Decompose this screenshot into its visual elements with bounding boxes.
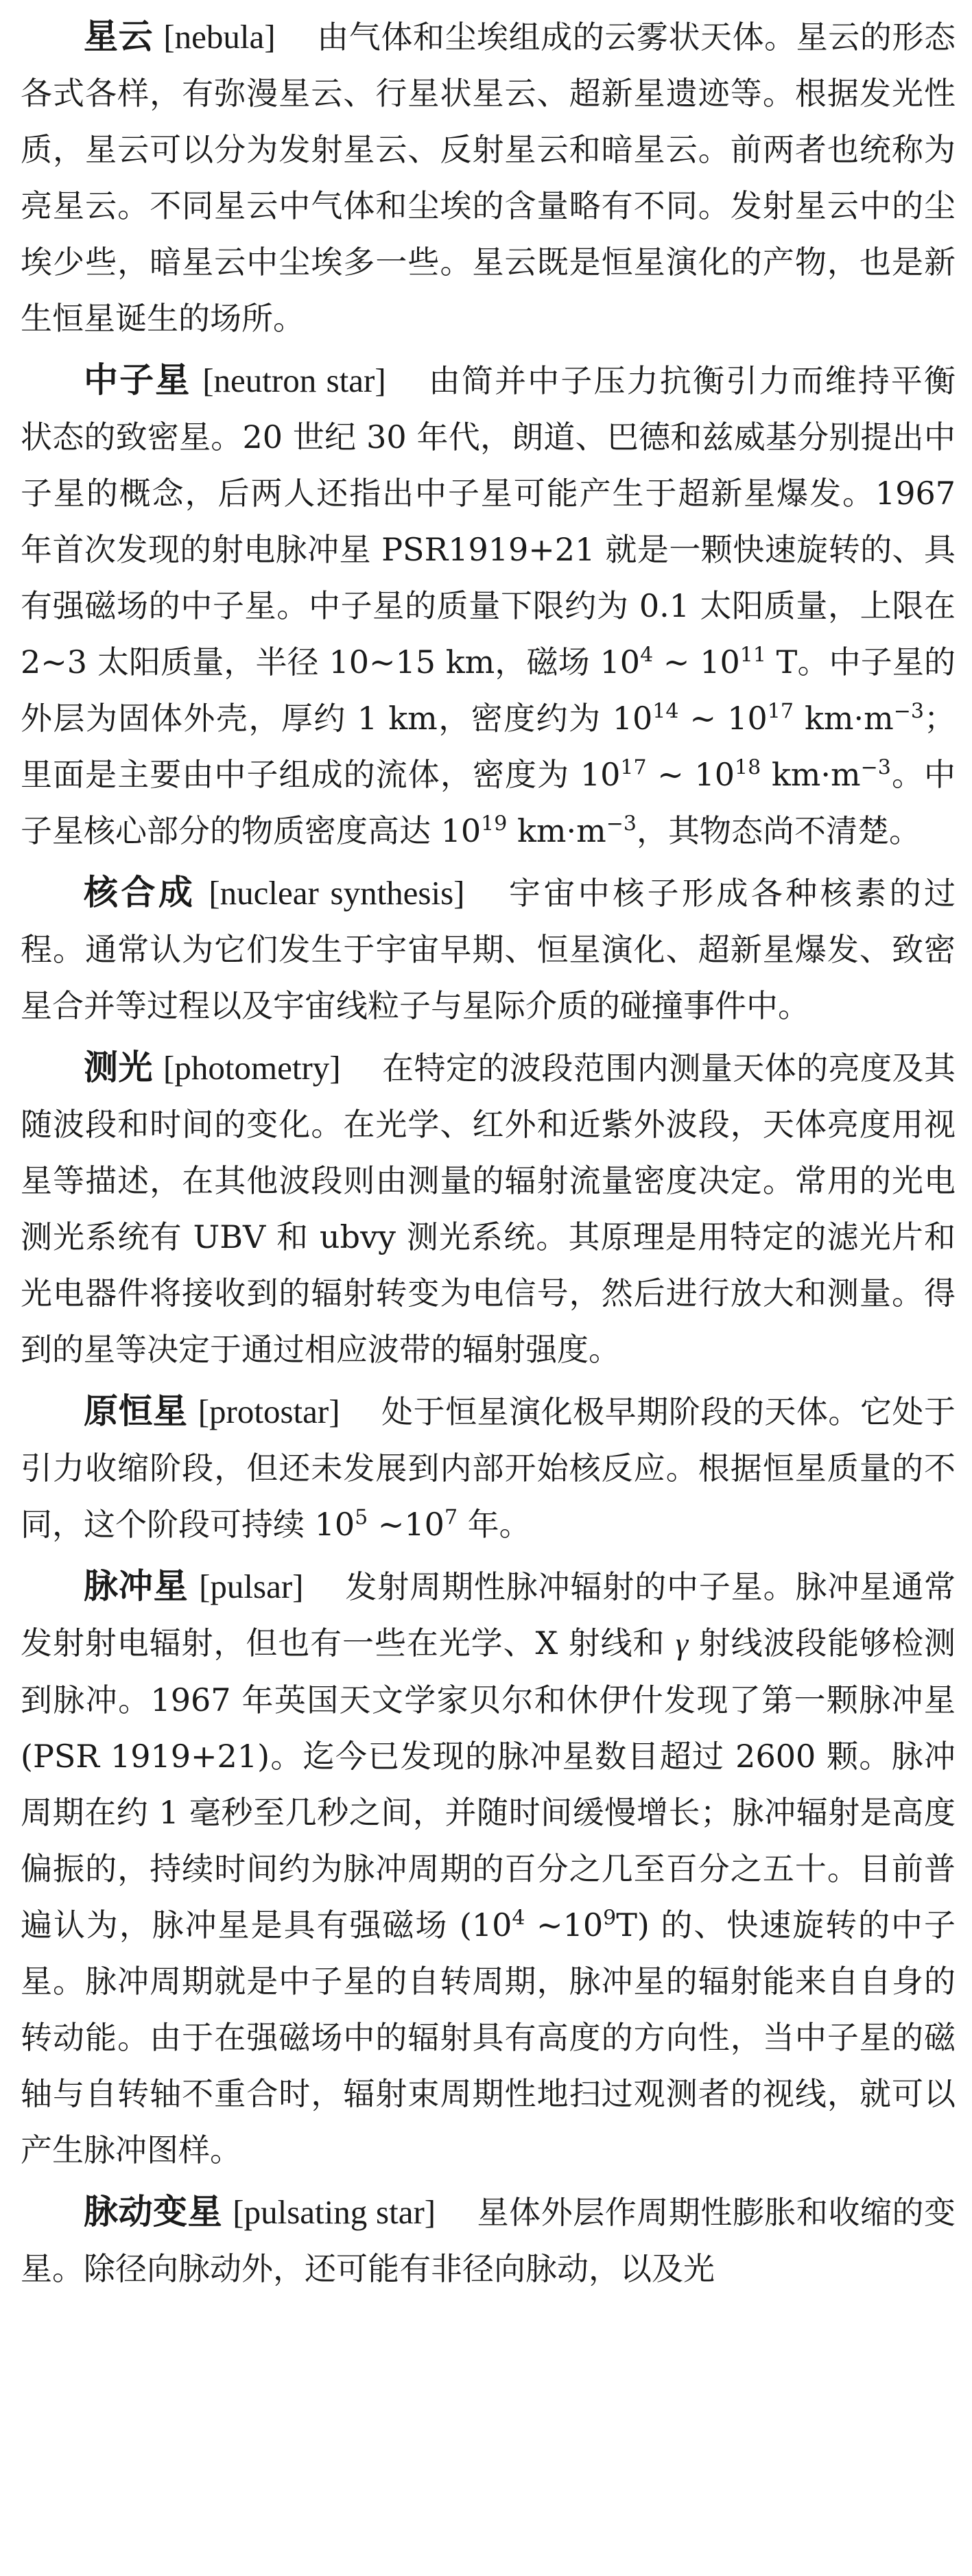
entry-definition: 射线波段能够检测到脉冲。1967 年英国天文学家贝尔和休伊什发现了第一颗脉冲星 (PSR 1919+21)。迄今已发现的脉冲星数目超过 2600 颗。脉冲周期在约 1 毫秒至几秒之间，并随时间缓慢增长；脉冲辐射是高度偏振的，持续时间约为脉冲周期的百分之几至百分之五十。目前普遍认为，脉冲星是具有强磁场 (10 [21, 1624, 956, 1943]
entry-term: 原恒星 [84, 1391, 188, 1431]
superscript: 4 [640, 643, 654, 667]
entry-term: 脉动变星 [84, 2192, 223, 2232]
entry-definition: 由简并中子压力抗衡引力而维持平衡状态的致密星。20 世纪 30 年代，朗道、巴德和兹威基分别提出中子星的概念，后两人还指出中子星可能产生于超新星爆发。1967 年首次发现的射电脉冲星 PSR1919+21 就是一颗快速旋转的、具有强磁场的中子星。中子星的质量下限约为 0.1 太阳质量，上限在 2~3 太阳质量，半径 10~15 km，磁场 10 [21, 362, 956, 681]
entry-definition: km·m [761, 756, 861, 793]
gamma-symbol: γ [676, 1626, 689, 1661]
entry-english-term: [protostar] [198, 1393, 340, 1430]
entry-term: 核合成 [84, 873, 196, 912]
superscript: 19 [481, 812, 508, 836]
entry-term: 中子星 [84, 360, 191, 400]
superscript: 9 [603, 1906, 617, 1930]
entry-definition: 宇宙中核子形成各种核素的过程。通常认为它们发生于宇宙早期、恒星演化、超新星爆发、致密星合并等过程以及宇宙线粒子与星际介质的碰撞事件中。 [21, 875, 956, 1024]
entry-definition: ；里面是主要由中子组成的流体，密度为 10 [21, 700, 956, 793]
superscript: 11 [739, 643, 766, 667]
entry-definition: ~10 [368, 1506, 444, 1543]
superscript: −3 [893, 699, 924, 724]
entry-definition: ~10 [525, 1906, 604, 1943]
entry-english-term: [nuclear synthesis] [209, 874, 465, 912]
superscript: −3 [860, 755, 891, 780]
superscript: 14 [652, 699, 679, 724]
entry-definition: 在特定的波段范围内测量天体的亮度及其随波段和时间的变化。在光学、红外和近紫外波段，天体亮度用视星等描述，在其他波段则由测量的辐射流量密度决定。常用的光电测光系统有 UBV 和 ubvy 测光系统。其原理是用特定的滤光片和光电器件将接收到的辐射转变为电信号，然后进行放大和测量。得到的星等决定于通过相应波带的辐射强度。 [21, 1050, 956, 1368]
entry-definition: 。中子星核心部分的物质密度高达 10 [21, 756, 956, 849]
superscript: 5 [355, 1505, 368, 1530]
entry-nuclear-synthesis [21, 864, 956, 1034]
superscript: −3 [606, 812, 637, 836]
entry-definition: 发射周期性脉冲辐射的中子星。脉冲星通常发射射电辐射，但也有一些在光学、X 射线和 [21, 1568, 956, 1662]
entry-definition: ~ 10 [646, 756, 735, 793]
entry-english-term: [pulsar] [199, 1568, 304, 1605]
entry-pulsar [21, 1558, 956, 2178]
entry-definition: 由气体和尘埃组成的云雾状天体。星云的形态各式各样，有弥漫星云、行星状星云、超新星遗迹等。根据发光性质，星云可以分为发射星云、反射星云和暗星云。前两者也统称为亮星云。不同星云中气体和尘埃的含量略有不同。发射星云中的尘埃少些，暗星云中尘埃多一些。星云既是恒星演化的产物，也是新生恒星诞生的场所。 [21, 19, 956, 337]
entry-english-term: [nebula] [163, 18, 276, 56]
entry-definition: 处于恒星演化极早期阶段的天体。它处于引力收缩阶段，但还未发展到内部开始核反应。根据恒星质量的不同，这个阶段可持续 10 [21, 1393, 956, 1543]
entry-english-term: [neutron star] [202, 362, 386, 399]
entry-english-term: [pulsating star] [233, 2193, 436, 2231]
superscript: 7 [444, 1505, 458, 1530]
entry-definition: ~ 10 [653, 643, 740, 681]
entry-definition: ，其物态尚不清楚。 [636, 812, 921, 849]
entry-pulsating-star [21, 2184, 956, 2297]
superscript: 18 [735, 755, 761, 780]
entry-protostar [21, 1383, 956, 1552]
entry-definition: 年。 [458, 1506, 531, 1543]
entry-nebula [21, 8, 956, 346]
entry-term: 脉冲星 [84, 1566, 189, 1606]
entry-definition: km·m [793, 700, 894, 737]
entry-english-term: [photometry] [163, 1049, 341, 1087]
entry-term: 测光 [84, 1048, 153, 1087]
entry-neutron-star [21, 352, 956, 859]
entry-definition: km·m [507, 812, 606, 849]
entry-definition: 星体外层作周期性膨胀和收缩的变星。除径向脉动外，还可能有非径向脉动，以及光 [21, 2194, 956, 2287]
superscript: 4 [512, 1906, 525, 1930]
document-page [21, 8, 956, 2302]
entry-photometry [21, 1039, 956, 1378]
entry-definition: ~ 10 [678, 700, 768, 737]
superscript: 17 [767, 699, 794, 724]
entry-definition: T) 的、快速旋转的中子星。脉冲周期就是中子星的自转周期，脉冲星的辐射能来自自身的转动能。由于在强磁场中的辐射具有高度的方向性，当中子星的磁轴与自转轴不重合时，辐射束周期性地扫过观测者的视线，就可以产生脉冲图样。 [21, 1906, 956, 2169]
superscript: 17 [620, 755, 647, 780]
entry-term: 星云 [84, 16, 154, 56]
entry-definition: T。中子星的外层为固体外壳，厚约 1 km，密度约为 10 [21, 643, 956, 737]
